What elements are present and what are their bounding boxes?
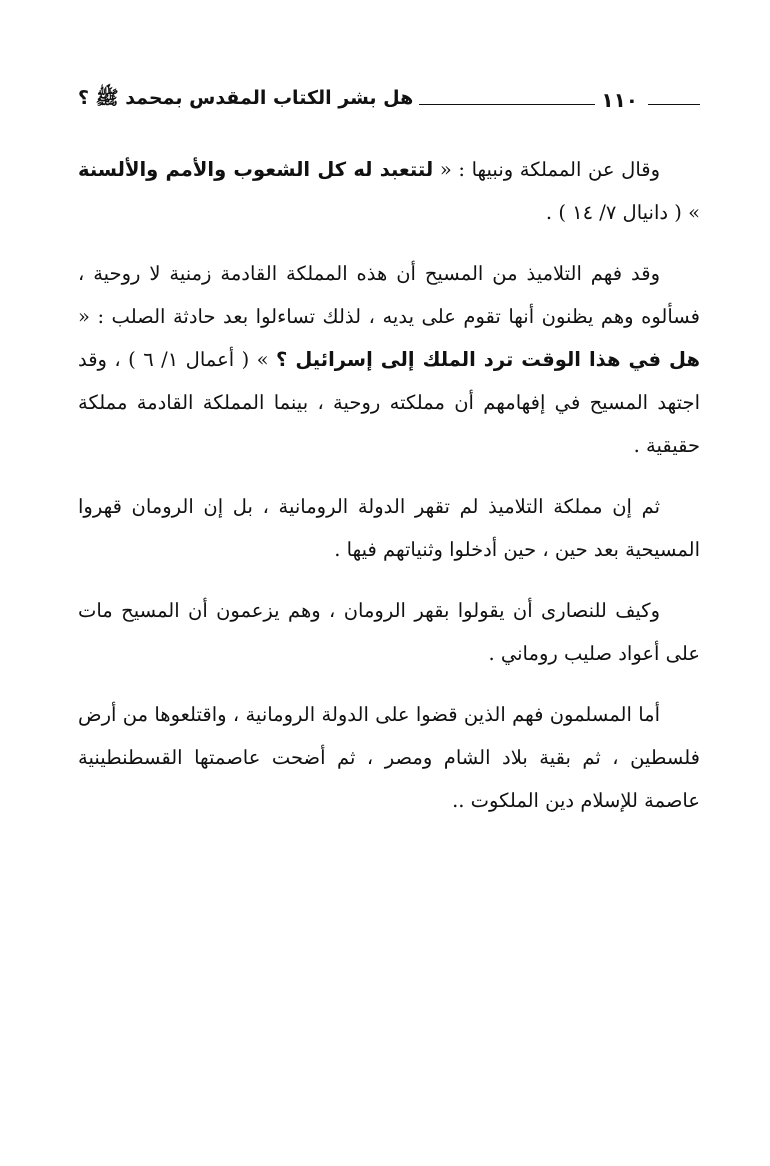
paragraph-5 bbox=[78, 693, 700, 822]
running-header bbox=[78, 82, 700, 118]
paragraph-1-text-b: » ( دانيال ٧/ ١٤ ) . bbox=[545, 201, 700, 224]
paragraph-1-text-a: وقال عن المملكة ونبيها : « bbox=[433, 158, 661, 181]
paragraph-3-text: ثم إن مملكة التلاميذ لم تقهر الدولة الرومانية ، بل إن الرومان قهروا المسيحية بعد حين ، حين أدخلوا وثنياتهم فيها . bbox=[78, 495, 700, 561]
paragraph-4-text: وكيف للنصارى أن يقولوا بقهر الرومان ، وهم يزعمون أن المسيح مات على أعواد صليب روماني . bbox=[78, 599, 700, 665]
paragraph-2 bbox=[78, 252, 700, 467]
paragraph-1 bbox=[78, 148, 700, 234]
paragraph-5-text: أما المسلمون فهم الذين قضوا على الدولة الرومانية ، واقتلعوها من أرض فلسطين ، ثم بقية بلاد الشام ومصر ، ثم أضحت عاصمتها القسطنطينية عاصمة للإسلام دين الملكوت .. bbox=[78, 703, 700, 812]
paragraph-4 bbox=[78, 589, 700, 675]
paragraph-2-text-a: وقد فهم التلاميذ من المسيح أن هذه المملكة القادمة زمنية لا روحية ، فسألوه وهم يظنون أنها تقوم على يديه ، لذلك تساءلوا بعد حادثة الصلب : « bbox=[78, 262, 700, 328]
paragraph-2-quote: هل في هذا الوقت ترد الملك إلى إسرائيل ؟ bbox=[276, 348, 700, 371]
paragraph-3 bbox=[78, 485, 700, 571]
header-rule-long bbox=[419, 104, 595, 105]
page-number: ١١٠ bbox=[601, 88, 638, 112]
header-rule-short bbox=[648, 104, 700, 105]
paragraph-2-text-b: » ( أعمال ١/ ٦ ) ، وقد اجتهد المسيح في إفهامهم أن مملكته روحية ، بينما المملكة القادمة مملكة حقيقية . bbox=[78, 348, 700, 457]
header-title: هل بشر الكتاب المقدس بمحمد ﷺ ؟ bbox=[78, 87, 414, 109]
body-text bbox=[78, 148, 700, 840]
paragraph-1-quote: لتتعبد له كل الشعوب والأمم والألسنة bbox=[78, 158, 434, 181]
